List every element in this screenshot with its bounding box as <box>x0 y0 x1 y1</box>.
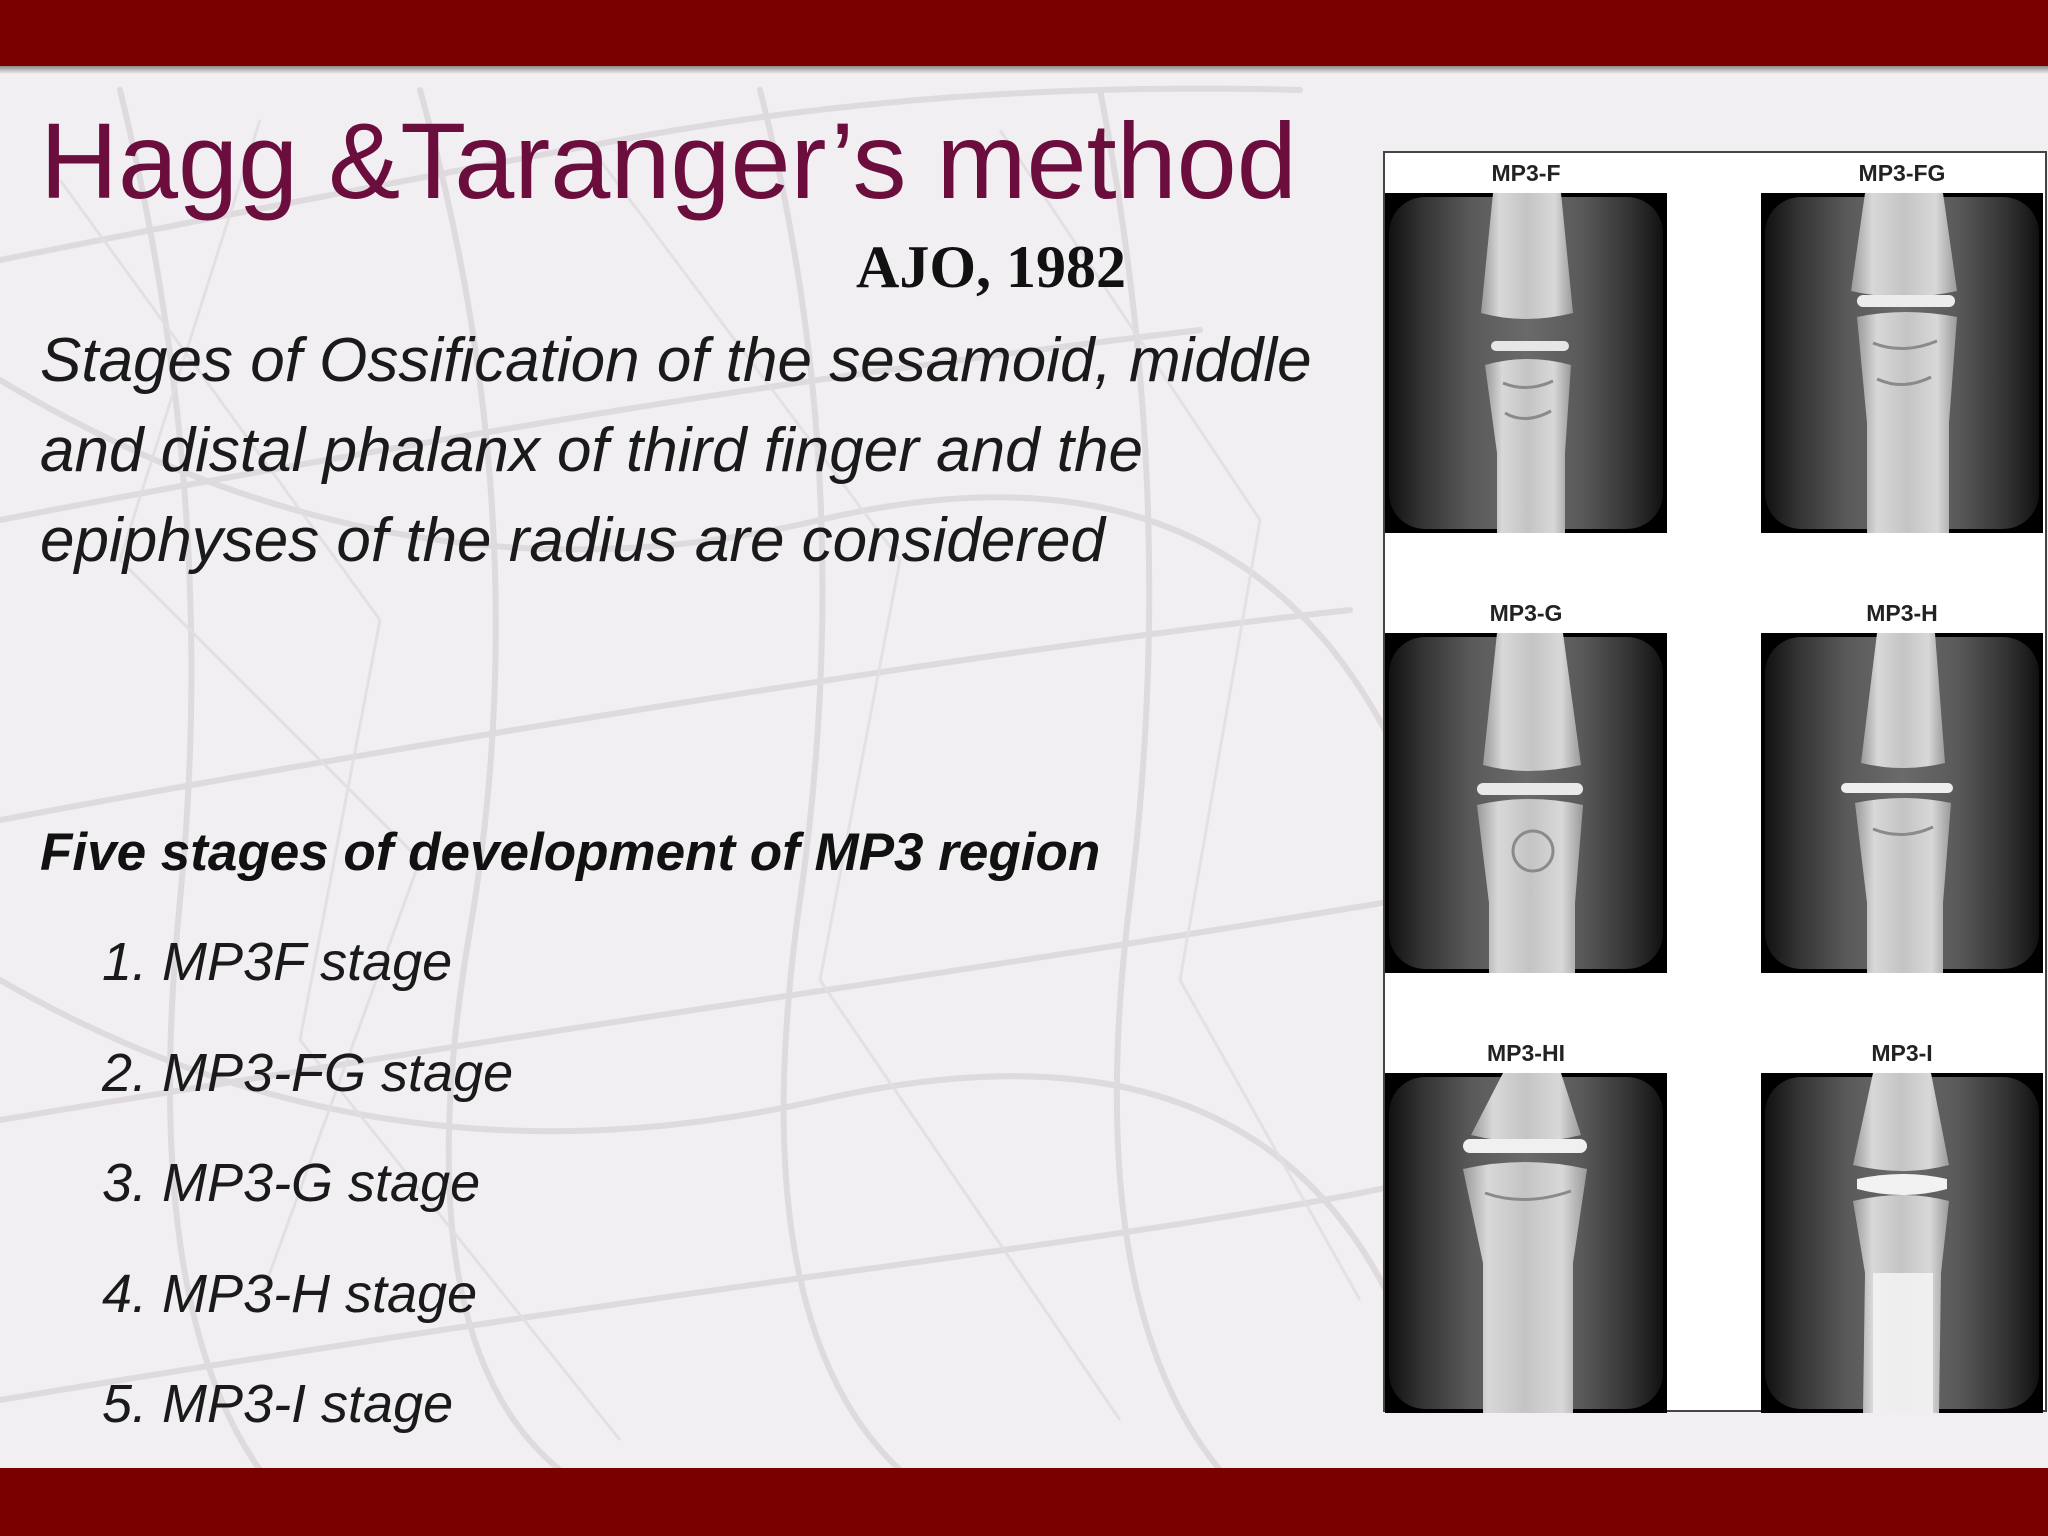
xray-image <box>1385 633 1667 973</box>
stages-heading: Five stages of development of MP3 region <box>40 823 1101 882</box>
bottom-banner <box>0 1468 2048 1536</box>
panel-label: MP3-H <box>1866 600 1938 626</box>
panel-label: MP3-G <box>1489 600 1563 626</box>
top-banner <box>0 0 2048 66</box>
panel-label: MP3-F <box>1491 160 1561 186</box>
xray-panel-mp3-hi <box>1385 1033 1667 1413</box>
xray-panel-mp3-f <box>1385 153 1667 533</box>
xray-panel-mp3-i <box>1761 1033 2043 1413</box>
xray-figure <box>1383 151 2047 1412</box>
xray-image <box>1761 193 2043 533</box>
list-item: 4. MP3-H stage <box>102 1263 478 1324</box>
list-item: 1. MP3F stage <box>102 932 453 992</box>
panel-label: MP3-FG <box>1858 160 1946 186</box>
panel-label: MP3-HI <box>1487 1040 1565 1066</box>
panel-label: MP3-I <box>1871 1040 1933 1066</box>
list-item: 5. MP3-I stage <box>102 1374 454 1434</box>
list-item: 2. MP3-FG stage <box>102 1042 514 1103</box>
xray-panel-mp3-h <box>1761 593 2043 973</box>
xray-image <box>1385 1073 1667 1413</box>
citation: AJO, 1982 <box>856 234 1126 300</box>
intro-text: Stages of Ossification of the sesamoid, middle and distal phalanx of third finger and the epiphyses of the radius are considered <box>40 326 1312 575</box>
xray-image <box>1385 193 1667 533</box>
list-item: 3. MP3-G stage <box>102 1153 481 1213</box>
xray-image <box>1761 633 2043 973</box>
slide-title: Hagg &Taranger’s method <box>40 100 1297 221</box>
top-banner-shadow <box>0 66 2048 74</box>
xray-image <box>1761 1073 2043 1413</box>
xray-panel-mp3-fg <box>1761 153 2043 533</box>
stage-list <box>102 924 513 1477</box>
xray-panel-mp3-g <box>1385 593 1667 973</box>
